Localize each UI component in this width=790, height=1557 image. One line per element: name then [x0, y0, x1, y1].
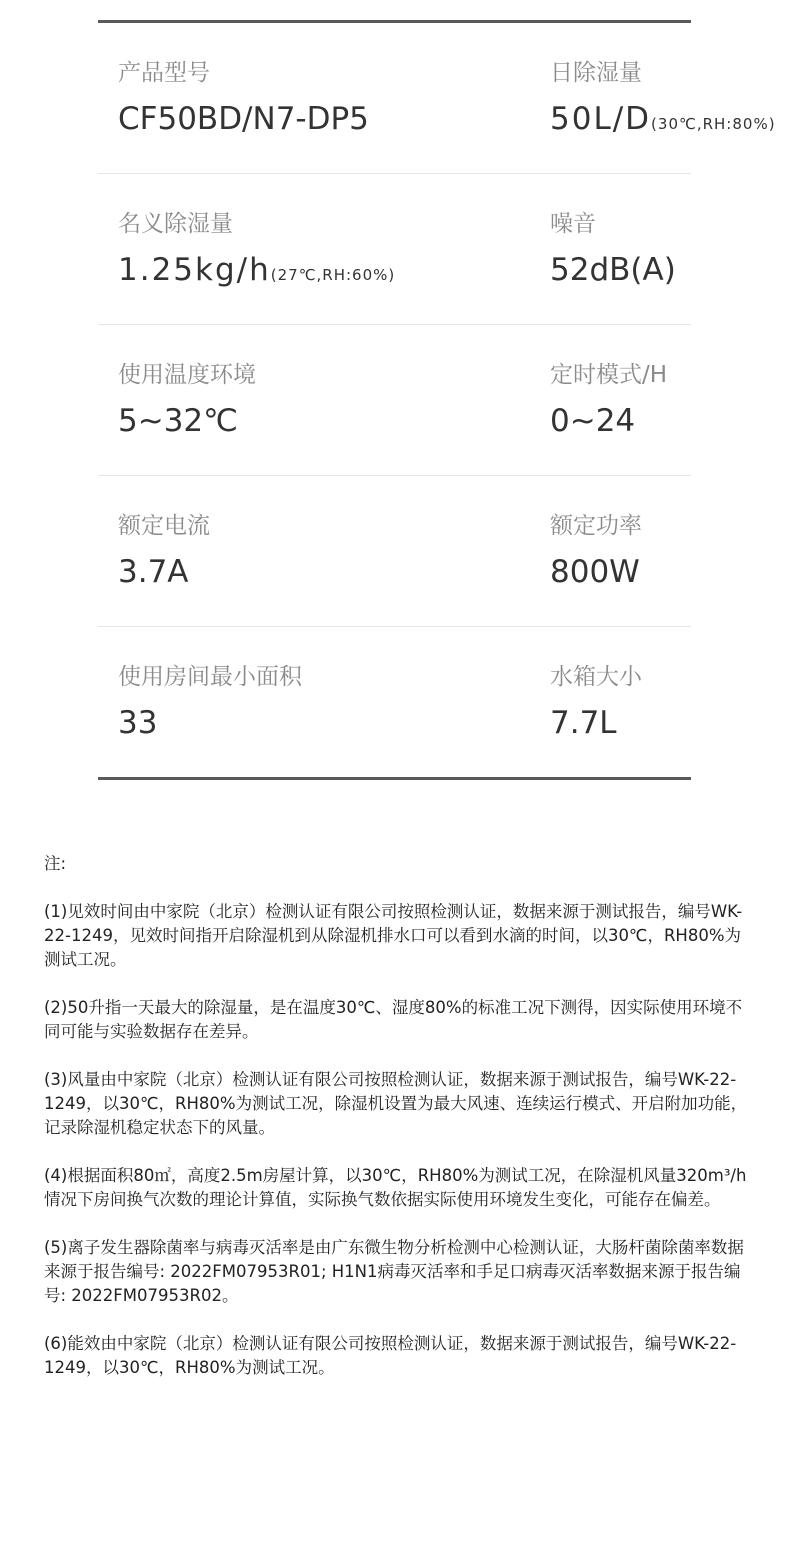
spec-rated-power — [550, 512, 642, 590]
footnote-item: (3)风量由中家院（北京）检测认证有限公司按照检测认证，数据来源于测试报告，编号WK-22-1249，以30℃，RH80%为测试工况，除湿机设置为最大风速、连续运行模式、开启附加功能，记录除湿机稳定状态下的风量。 — [44, 1070, 748, 1137]
footnotes-title: 注: — [44, 854, 67, 873]
spec-condition: (27℃,RH:60%) — [270, 266, 396, 284]
spec-model — [118, 59, 369, 137]
spec-nominal-dehumidification — [118, 210, 395, 293]
footnote-item: (6)能效由中家院（北京）检测认证有限公司按照检测认证，数据来源于测试报告，编号WK-22-1249，以30℃，RH80%为测试工况。 — [44, 1334, 737, 1377]
spec-value-text: CF50BD/N7-DP5 — [118, 101, 369, 137]
footnote-item: (4)根据面积80㎡，高度2.5m房屋计算，以30℃，RH80%为测试工况，在除湿机风量320m³/h情况下房间换气次数的理论计算值，实际换气数依据实际使用环境发生变化，可能存在偏差。 — [44, 1166, 747, 1209]
spec-value-text: 0~24 — [550, 403, 636, 439]
spec-value-text: 3.7A — [118, 554, 189, 590]
spec-value — [118, 403, 256, 439]
bottom-divider — [98, 777, 691, 780]
spec-value-text: 52dB(A) — [550, 252, 676, 288]
spec-min-room-area — [118, 663, 302, 741]
spec-daily-dehumidification — [550, 59, 776, 142]
spec-value-text: 5~32℃ — [118, 403, 238, 439]
spec-value-text: 33 — [118, 705, 158, 741]
spec-row-1 — [98, 23, 776, 174]
footnotes — [44, 852, 754, 1404]
spec-value — [550, 403, 667, 439]
spec-label: 使用房间最小面积 — [118, 664, 302, 690]
spec-timer-mode — [550, 361, 667, 439]
spec-row-3 — [98, 325, 691, 476]
spec-value — [550, 554, 642, 590]
spec-row-5 — [98, 627, 691, 777]
spec-value — [550, 101, 776, 142]
spec-value-text: 7.7L — [550, 705, 617, 741]
spec-table — [98, 20, 776, 780]
spec-row-2 — [98, 174, 691, 325]
spec-value — [118, 101, 369, 137]
spec-value — [118, 554, 210, 590]
spec-value-text: 50L/D — [550, 101, 652, 137]
spec-operating-temperature — [118, 361, 256, 439]
spec-label: 日除湿量 — [550, 60, 642, 86]
spec-value — [550, 705, 642, 741]
spec-value — [118, 705, 302, 741]
spec-value-text: 800W — [550, 554, 640, 590]
spec-label: 产品型号 — [118, 60, 210, 86]
spec-label: 额定电流 — [118, 513, 210, 539]
spec-condition: (30℃,RH:80%) — [651, 115, 776, 133]
spec-label: 噪音 — [550, 211, 596, 237]
spec-label: 名义除湿量 — [118, 211, 233, 237]
spec-label: 使用温度环境 — [118, 362, 256, 388]
spec-noise — [550, 210, 676, 288]
spec-rated-current — [118, 512, 210, 590]
spec-tank-size — [550, 663, 642, 741]
footnote-item: (1)见效时间由中家院（北京）检测认证有限公司按照检测认证，数据来源于测试报告，编号WK-22-1249，见效时间指开启除湿机到从除湿机排水口可以看到水滴的时间，以30℃，RH80%为测试工况。 — [44, 902, 743, 969]
footnote-item: (2)50升指一天最大的除湿量，是在温度30℃、湿度80%的标准工况下测得，因实际使用环境不同可能与实验数据存在差异。 — [44, 998, 743, 1041]
footnote-item: (5)离子发生器除菌率与病毒灭活率是由广东微生物分析检测中心检测认证，大肠杆菌除菌率数据来源于报告编号: 2022FM07953R01; H1N1病毒灭活率和手足口病毒灭活率数据来源于报告编号: 2022FM07953R02。 — [44, 1238, 744, 1305]
spec-value — [550, 252, 676, 288]
spec-value — [118, 252, 395, 293]
spec-value-text: 1.25kg/h — [118, 252, 271, 288]
spec-label: 定时模式/H — [550, 362, 668, 388]
spec-row-4 — [98, 476, 691, 627]
spec-label: 额定功率 — [550, 513, 642, 539]
spec-label: 水箱大小 — [550, 664, 642, 690]
